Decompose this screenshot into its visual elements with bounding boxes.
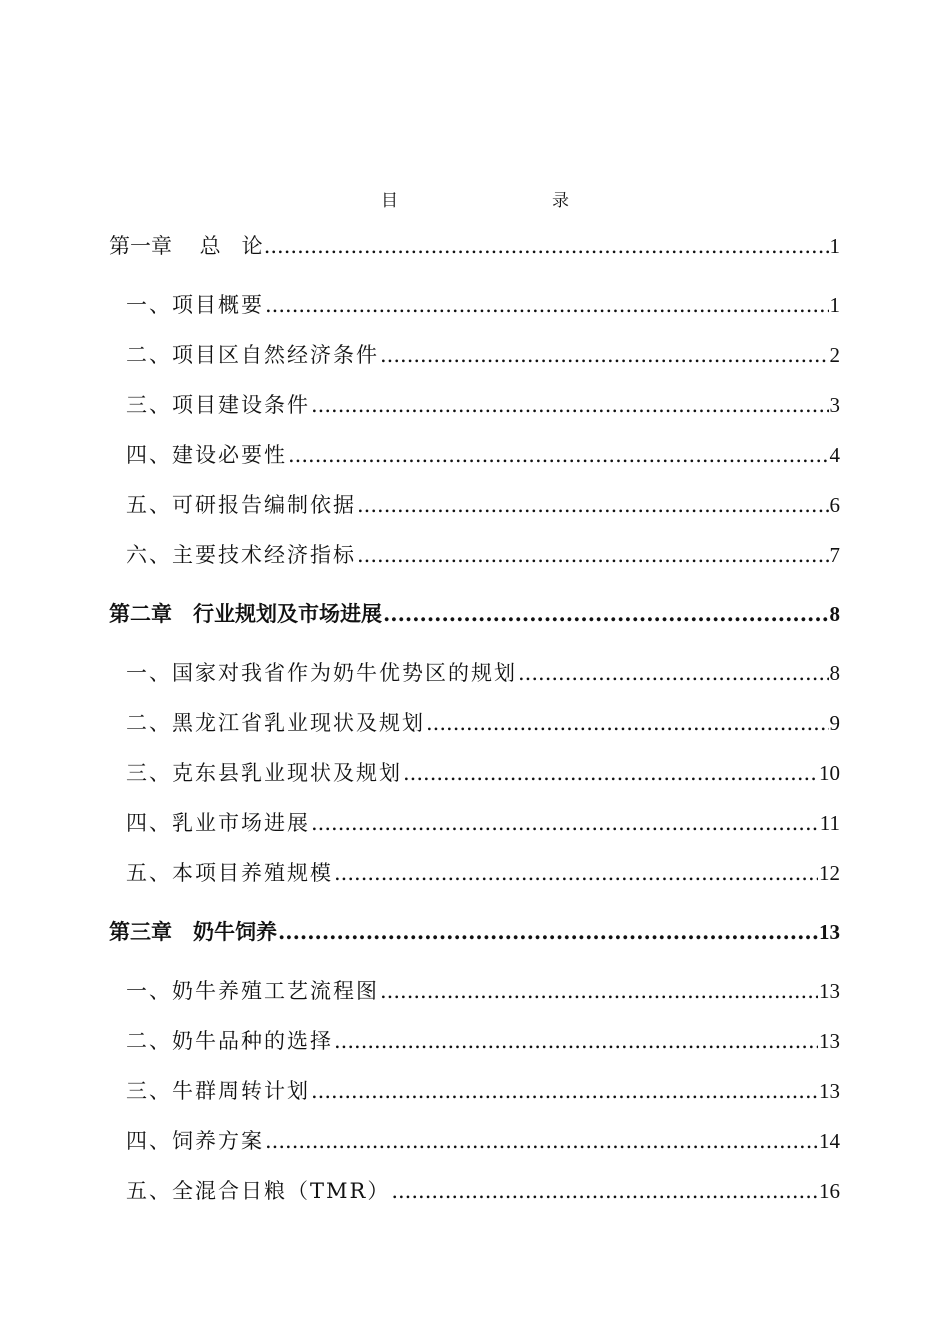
toc-entry-label: 五、全混合日粮（TMR） — [126, 1179, 391, 1203]
toc-entry-label: 一、国家对我省作为奶牛优势区的规划 — [126, 661, 517, 685]
toc-title: 目 录 — [381, 191, 609, 211]
toc-entry-label: 三、项目建设条件 — [126, 393, 310, 417]
dot-leader — [403, 759, 818, 787]
toc-entry-chapter-2[interactable] — [109, 600, 840, 628]
toc-entry-page: 8 — [829, 661, 840, 685]
toc-entry-page: 3 — [829, 393, 840, 417]
dot-leader — [380, 341, 829, 369]
toc-entry-label: 五、本项目养殖规模 — [126, 861, 333, 885]
dot-leader — [380, 977, 818, 1005]
toc-entry-page: 12 — [819, 861, 840, 885]
toc-entry-page: 8 — [829, 602, 840, 626]
toc-entry-page: 13 — [819, 979, 840, 1003]
toc-entry-page: 13 — [819, 1079, 840, 1103]
toc-entry-page: 9 — [829, 711, 840, 735]
dot-leader — [334, 1027, 818, 1055]
toc-entry-page: 16 — [819, 1179, 840, 1203]
toc-entry-section[interactable] — [126, 709, 840, 737]
toc-entry-section[interactable] — [126, 809, 840, 837]
dot-leader — [278, 918, 818, 946]
dot-leader — [357, 491, 829, 519]
toc-entry-page: 13 — [819, 920, 840, 944]
toc-entry-label: 五、可研报告编制依据 — [126, 493, 356, 517]
toc-entry-section[interactable] — [126, 1127, 840, 1155]
dot-leader — [264, 232, 829, 260]
toc-entry-section[interactable] — [126, 391, 840, 419]
toc-entry-label: 二、奶牛品种的选择 — [126, 1029, 333, 1053]
toc-entry-section[interactable] — [126, 1177, 840, 1205]
dot-leader — [288, 441, 829, 469]
dot-leader — [383, 600, 829, 628]
toc-entry-page: 14 — [819, 1129, 840, 1153]
toc-entry-label: 四、乳业市场进展 — [126, 811, 310, 835]
toc-entry-page: 11 — [819, 811, 840, 835]
toc-entry-label: 二、黑龙江省乳业现状及规划 — [126, 711, 425, 735]
toc-entry-section[interactable] — [126, 977, 840, 1005]
toc-entry-chapter-1[interactable] — [109, 232, 840, 260]
toc-entry-section[interactable] — [126, 341, 840, 369]
toc-entry-section[interactable] — [126, 759, 840, 787]
toc-entry-label: 三、克东县乳业现状及规划 — [126, 761, 402, 785]
toc-entry-section[interactable] — [126, 659, 840, 687]
dot-leader — [265, 1127, 818, 1155]
toc-entry-page: 1 — [829, 293, 840, 317]
toc-entry-page: 7 — [829, 543, 840, 567]
toc-entry-label: 四、建设必要性 — [126, 443, 287, 467]
dot-leader — [426, 709, 829, 737]
toc-entry-page: 13 — [819, 1029, 840, 1053]
toc-entry-label: 第一章 总 论 — [109, 234, 263, 258]
toc-entry-label: 三、牛群周转计划 — [126, 1079, 310, 1103]
toc-entry-section[interactable] — [126, 541, 840, 569]
toc-entry-section[interactable] — [126, 491, 840, 519]
toc-entry-section[interactable] — [126, 1077, 840, 1105]
toc-entry-label: 第三章 奶牛饲养 — [109, 919, 277, 944]
dot-leader — [334, 859, 818, 887]
dot-leader — [265, 291, 829, 319]
toc-entry-label: 一、项目概要 — [126, 293, 264, 317]
toc-entry-label: 四、饲养方案 — [126, 1129, 264, 1153]
toc-entry-chapter-3[interactable] — [109, 918, 840, 946]
dot-leader — [311, 1077, 818, 1105]
dot-leader — [391, 1177, 818, 1205]
toc-entry-section[interactable] — [126, 859, 840, 887]
toc-entry-label: 一、奶牛养殖工艺流程图 — [126, 979, 379, 1003]
toc-entry-page: 4 — [829, 443, 840, 467]
toc-entry-label: 六、主要技术经济指标 — [126, 543, 356, 567]
toc-entry-section[interactable] — [126, 291, 840, 319]
toc-entry-section[interactable] — [126, 441, 840, 469]
dot-leader — [311, 391, 829, 419]
toc-entry-page: 1 — [829, 234, 840, 258]
toc-entry-label: 第二章 行业规划及市场进展 — [109, 601, 382, 626]
dot-leader — [357, 541, 829, 569]
toc-entry-page: 2 — [829, 343, 840, 367]
toc-entry-page: 10 — [819, 761, 840, 785]
toc-entry-section[interactable] — [126, 1027, 840, 1055]
toc-entry-page: 6 — [829, 493, 840, 517]
dot-leader — [311, 809, 819, 837]
toc-entry-label: 二、项目区自然经济条件 — [126, 343, 379, 367]
dot-leader — [518, 659, 829, 687]
